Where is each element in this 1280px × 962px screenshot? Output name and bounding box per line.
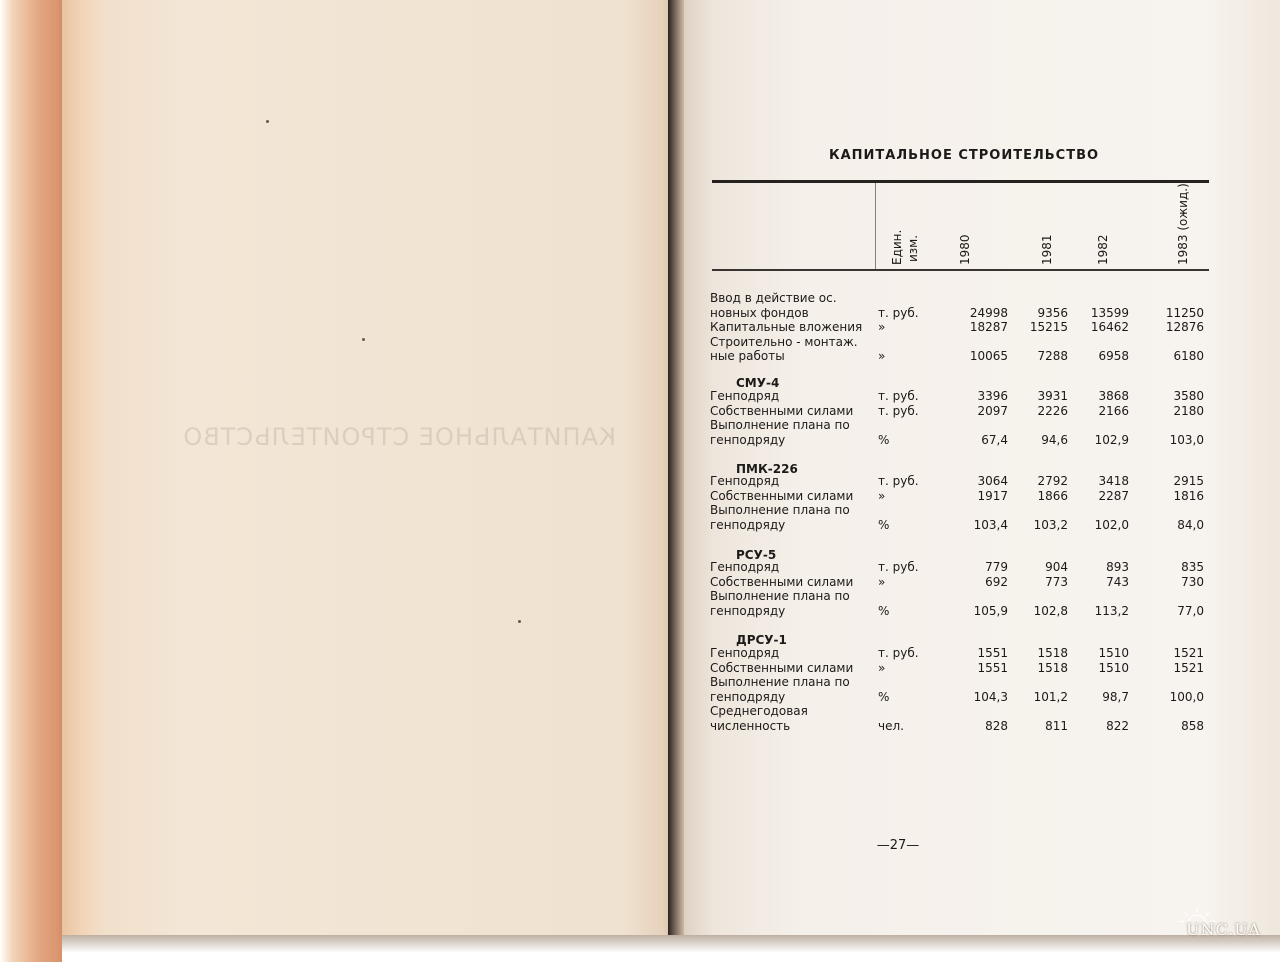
unit-cell: т. руб. (878, 389, 919, 403)
unit-cell: т. руб. (878, 305, 919, 320)
unit-cell: » (878, 349, 886, 363)
value-1983: 858 (1181, 718, 1204, 733)
row-label: Генподряд (710, 389, 780, 403)
value-1980: 1917 (977, 488, 1008, 503)
paper-speck (518, 620, 521, 623)
value-1980: 692 (985, 574, 1008, 589)
value-1983: 835 (1181, 560, 1204, 574)
row-label: Собственными силами (710, 574, 854, 589)
value-1983: 6180 (1173, 349, 1204, 363)
value-1980: 103,4 (973, 517, 1008, 532)
value-1983: 730 (1181, 574, 1204, 589)
column-header-1981: 1981 (1040, 234, 1054, 265)
unit-cell: » (878, 660, 886, 675)
row-label: генподряду (710, 689, 786, 704)
value-1983: 12876 (1165, 320, 1204, 334)
value-1983: 1521 (1173, 646, 1204, 660)
value-1981: 773 (1045, 574, 1068, 589)
row-label: Выполнение плана по (710, 675, 850, 689)
value-1980: 2097 (977, 403, 1008, 418)
value-1981: 3931 (1037, 389, 1068, 403)
row-label: Генподряд (710, 646, 780, 660)
value-1982: 98,7 (1102, 689, 1129, 704)
bleed-through-text: КАПИТАЛЬНОЕ СТРОИТЕЛЬСТВО (182, 423, 616, 451)
row-label: Капитальные вложения (710, 320, 863, 334)
left-page (62, 0, 672, 935)
value-1981: 2792 (1037, 474, 1068, 488)
value-1982: 102,9 (1094, 432, 1129, 447)
section-title: ДРСУ-1 (736, 633, 787, 647)
unit-cell: » (878, 574, 886, 589)
column-header-unit-line1: Един. (890, 229, 904, 265)
value-1982: 893 (1106, 560, 1129, 574)
value-1982: 102,0 (1094, 517, 1129, 532)
unit-cell: т. руб. (878, 474, 919, 488)
value-1983: 100,0 (1169, 689, 1204, 704)
value-1980: 24998 (969, 305, 1008, 320)
value-1983: 84,0 (1177, 517, 1204, 532)
value-1982: 743 (1106, 574, 1129, 589)
value-1982: 6958 (1098, 349, 1129, 363)
value-1980: 10065 (969, 349, 1008, 363)
value-1982: 822 (1106, 718, 1129, 733)
value-1982: 2287 (1098, 488, 1129, 503)
value-1981: 102,8 (1033, 603, 1068, 618)
unit-cell: » (878, 320, 886, 334)
value-1981: 94,6 (1041, 432, 1068, 447)
row-label: Выполнение плана по (710, 589, 850, 603)
section-title: РСУ-5 (736, 548, 777, 562)
column-header-1983: 1983 (ожид.) (1176, 183, 1190, 265)
unit-cell: т. руб. (878, 403, 919, 418)
value-1981: 811 (1045, 718, 1068, 733)
value-1982: 2166 (1098, 403, 1129, 418)
table-header-rule (712, 269, 1209, 271)
unit-cell: т. руб. (878, 560, 919, 574)
row-label: Генподряд (710, 474, 780, 488)
value-1980: 3064 (977, 474, 1008, 488)
row-label: генподряду (710, 603, 786, 618)
row-label: генподряду (710, 432, 786, 447)
value-1980: 105,9 (973, 603, 1008, 618)
row-label: Собственными силами (710, 660, 854, 675)
value-1980: 779 (985, 560, 1008, 574)
row-label: генподряду (710, 517, 786, 532)
value-1982: 1510 (1098, 646, 1129, 660)
row-label: Строительно - монтаж. (710, 334, 858, 349)
value-1981: 1518 (1037, 660, 1068, 675)
row-label: новных фондов (710, 305, 809, 320)
value-1981: 101,2 (1033, 689, 1068, 704)
value-1982: 3868 (1098, 389, 1129, 403)
unit-cell: % (878, 603, 890, 618)
row-label: Среднегодовая (710, 704, 808, 718)
value-1983: 77,0 (1177, 603, 1204, 618)
value-1983: 1521 (1173, 660, 1204, 675)
value-1983: 1816 (1173, 488, 1204, 503)
value-1980: 1551 (977, 660, 1008, 675)
page-bottom-edge (62, 935, 1280, 962)
value-1983: 3580 (1173, 389, 1204, 403)
value-1983: 2915 (1173, 474, 1204, 488)
value-1980: 104,3 (973, 689, 1008, 704)
value-1981: 7288 (1037, 349, 1068, 363)
page-edges (0, 0, 62, 962)
value-1983: 11250 (1165, 305, 1204, 320)
unit-cell: чел. (878, 718, 904, 733)
column-header-1980: 1980 (958, 234, 972, 265)
unit-cell: т. руб. (878, 646, 919, 660)
value-1981: 1866 (1037, 488, 1068, 503)
value-1981: 904 (1045, 560, 1068, 574)
value-1982: 3418 (1098, 474, 1129, 488)
watermark-text: UNC.UA (1186, 920, 1261, 939)
row-label: Выполнение плана по (710, 418, 850, 432)
unit-cell: % (878, 689, 890, 704)
value-1982: 113,2 (1094, 603, 1129, 618)
row-label: Собственными силами (710, 488, 854, 503)
value-1981: 2226 (1037, 403, 1068, 418)
value-1983: 103,0 (1169, 432, 1204, 447)
value-1980: 1551 (977, 646, 1008, 660)
column-divider (875, 183, 876, 269)
column-header-unit-line2: изм. (906, 234, 920, 262)
row-label: Генподряд (710, 560, 780, 574)
row-label: Выполнение плана по (710, 503, 850, 517)
section-title: ПМК-226 (736, 462, 798, 476)
row-label: численность (710, 718, 791, 733)
table-top-rule (712, 180, 1209, 183)
unit-cell: » (878, 488, 886, 503)
column-header-1982: 1982 (1096, 234, 1110, 265)
value-1980: 67,4 (981, 432, 1008, 447)
value-1981: 9356 (1037, 305, 1068, 320)
value-1981: 15215 (1029, 320, 1068, 334)
unit-cell: % (878, 432, 890, 447)
value-1980: 828 (985, 718, 1008, 733)
value-1980: 3396 (977, 389, 1008, 403)
value-1981: 103,2 (1033, 517, 1068, 532)
row-label: ные работы (710, 349, 785, 363)
value-1982: 16462 (1090, 320, 1129, 334)
value-1982: 13599 (1090, 305, 1129, 320)
row-label: Ввод в действие ос. (710, 291, 837, 305)
paper-speck (266, 120, 269, 123)
page-number: —27— (876, 838, 920, 853)
value-1981: 1518 (1037, 646, 1068, 660)
row-label: Собственными силами (710, 403, 854, 418)
value-1983: 2180 (1173, 403, 1204, 418)
unit-cell: % (878, 517, 890, 532)
page-title: КАПИТАЛЬНОЕ СТРОИТЕЛЬСТВО (828, 148, 1100, 163)
section-title: СМУ-4 (736, 376, 780, 390)
paper-speck (362, 338, 365, 341)
value-1980: 18287 (969, 320, 1008, 334)
value-1982: 1510 (1098, 660, 1129, 675)
